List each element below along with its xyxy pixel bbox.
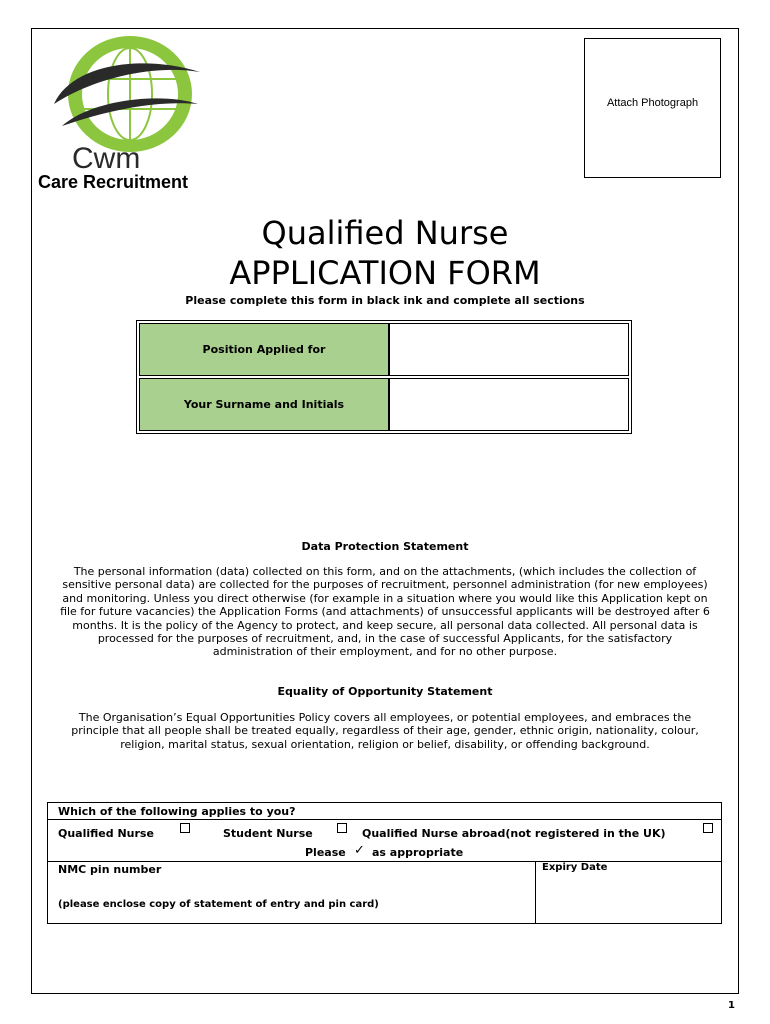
checkbox-qualified-nurse[interactable]	[180, 823, 190, 833]
option-qualified-nurse: Qualified Nurse	[58, 827, 154, 840]
cwm-logo	[52, 34, 202, 179]
brand-name: Care Recruitment	[38, 172, 189, 192]
surname-label: Your Surname and Initials	[139, 378, 389, 431]
nmc-pin-label: NMC pin number	[58, 863, 162, 876]
text-line: sensitive personal data) are collected for the purposes of recruitment, personnel administration (for new employees)	[62, 578, 708, 592]
tick-icon: ✓	[354, 843, 365, 858]
text-line: religion, marital status, sexual orientation, religion or belief, disability, or offending background.	[120, 737, 650, 751]
form-title-line1: Qualified Nurse	[261, 214, 509, 252]
form-instruction: Please complete this form in black ink and complete all sections	[185, 294, 585, 307]
text-line: administration of their employment, and for no other purpose.	[212, 645, 558, 659]
checkbox-student-nurse[interactable]	[337, 823, 347, 833]
application-table	[136, 320, 632, 434]
form-title-line2: APPLICATION FORM	[229, 254, 541, 292]
text-line: file for future vacancies) the Application Forms (and attachments) of unsuccessful applicants will be destroyed after 6	[60, 605, 710, 619]
equality-heading: Equality of Opportunity Statement	[277, 685, 493, 698]
data-protection-heading: Data Protection Statement	[301, 540, 469, 553]
photo-box[interactable]	[584, 38, 721, 178]
text-line: and monitoring. Unless you direct otherwise (for example in a situation where you would like this Application kept on	[62, 591, 708, 605]
please-prefix: Please	[305, 846, 346, 859]
text-line: The personal information (data) collected on this form, and on the attachments, (which includes the collection of	[73, 565, 697, 578]
data-protection-text	[36, 565, 734, 659]
checkbox-qualified-abroad[interactable]	[703, 823, 713, 833]
text-line: processed for the purposes of recruitment, and, in the case of successful Applicants, for the satisfactory	[97, 632, 673, 646]
photo-label: Attach Photograph	[606, 97, 699, 109]
option-qualified-abroad: Qualified Nurse abroad(not registered in the UK)	[362, 827, 666, 840]
divider	[48, 861, 721, 862]
status-question: Which of the following applies to you?	[58, 805, 296, 818]
surname-field[interactable]	[389, 378, 629, 431]
divider	[535, 861, 536, 923]
text-line: months. It is the policy of the Agency to protect, and keep secure, all personal data collected. All personal data is	[72, 618, 698, 632]
position-field[interactable]	[389, 323, 629, 376]
logo-text: Cwm	[72, 142, 141, 175]
page-number: 1	[728, 1000, 735, 1011]
text-line: principle that all people shall be treated equally, regardless of their age, gender, ethnic origin, nationality, colour,	[71, 724, 699, 738]
nurse-status-table	[47, 802, 722, 924]
option-student-nurse: Student Nurse	[223, 827, 313, 840]
expiry-date-label: Expiry Date	[542, 862, 608, 873]
please-suffix: as appropriate	[372, 846, 464, 859]
divider	[48, 819, 721, 820]
position-label: Position Applied for	[139, 323, 389, 376]
equality-text	[36, 711, 734, 751]
enclose-note: (please enclose copy of statement of entry and pin card)	[58, 899, 379, 910]
text-line: The Organisation’s Equal Opportunities Policy covers all employees, or potential employees, and embraces the	[78, 711, 692, 724]
